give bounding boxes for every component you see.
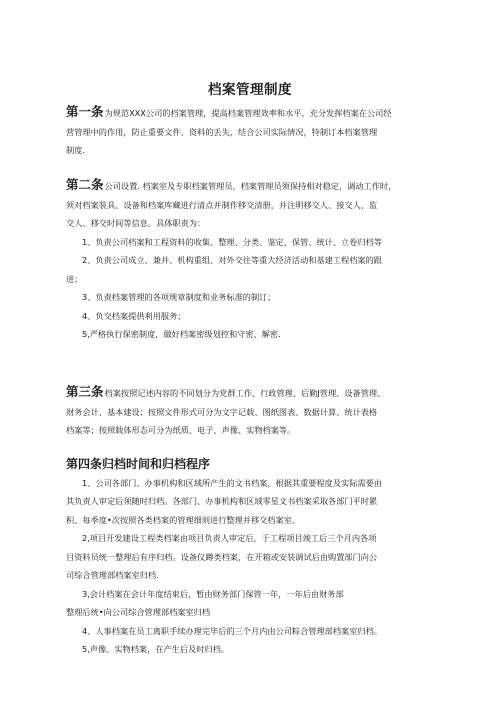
- duty-4: 4、负交档案提供利用服务；: [82, 310, 186, 321]
- article-2-line-3: 交人、移交时间等信息。具体职责为：: [66, 218, 206, 228]
- article-4-line-9: 4、人事档案在员工离职手续办理完毕后的三个月内由公司粽合管理部档案室归档。: [82, 625, 382, 636]
- duty-1: 1、负责公司档案和工程资料的收集、整理、分类、鉴定、保管、统计、立卷归档等: [82, 236, 382, 247]
- article-1-line-2: 营管理中的作用，防止重要文件、资料的丢失，结合公司实际情况，特制订本档案管理: [66, 126, 378, 137]
- article-3-line-2: 财务会计、基本建设；按照文件形式可分为文字记载、图纸图表、数据计算、统计表格: [66, 406, 378, 417]
- article-4: [66, 455, 436, 659]
- article-2-label: 第二条: [66, 177, 104, 192]
- article-4-line-8: 整理后统•向公司综合管理部档案室归档: [66, 607, 211, 617]
- article-3-text-1: 档案按照记述内容的不同划分为党群工作、行政管理、后勤J管理、设备管理、: [104, 388, 386, 398]
- article-4-line-5: 目资料员统一整理后有序归档。设备仪蹲类档案，在开箱或安装调试后由购置部门向公: [66, 551, 378, 562]
- article-3-line-1: [66, 383, 436, 403]
- duty-5: 5,严格执行保密制度，做好档案密级划控和守密、解密.: [82, 329, 281, 339]
- article-4-line-3: 积、每季度•次按照各类档案的管理细则进行整理并移交档案室。: [66, 514, 301, 525]
- article-1-label: 第一条: [66, 104, 104, 119]
- article-1-line-3: 制度.: [66, 145, 85, 155]
- article-4-line-6: 司综合管理部档案室归档.: [66, 570, 159, 580]
- article-2-text-1: 公司设置. 档案室及专职档案管理员，档案管理员须保持相对稳定，调动工作时，: [104, 181, 397, 191]
- article-2-line-1: [66, 176, 436, 196]
- article-4-heading: 第四条归档时间和归档程序: [66, 457, 211, 471]
- article-4-line-1: 1、公司各部门、办事机构和区域所产生的文书档案，根据其重要程度及实际需要由: [82, 477, 382, 488]
- article-4-line-2: 其负责人审定后须随时归档。各部门、办事机构和区域零星文书档案采取各部门平时累: [66, 496, 378, 506]
- article-3: [66, 383, 436, 440]
- article-3-label: 第三条: [66, 384, 104, 399]
- article-2-line-2: 须对档案装具、设备和档案库藏进行清点并制作移交清册，并注明移交人、接交人、监: [66, 199, 378, 210]
- duty-2: 2、负责公司成立、兼并、机构重组、对外交往等重大经济活动和基建工程档案的跟: [82, 255, 382, 265]
- article-3-line-3: 档案等；按照载体形态可分为纸质、电子、声像、实物档案等。: [66, 425, 296, 435]
- article-4-line-7: 3,会计档案在会计年度结束后，暂由财务部门保管一年，一年后由财务部: [82, 588, 344, 599]
- document-title: 档案管理制度: [208, 82, 292, 98]
- article-4-line-4: 2,项目开发建设工程类档案由项目负责人审定后，于工程项目竣工后三个月内各项: [82, 533, 377, 543]
- duty-2-cont: 进；: [66, 273, 83, 284]
- article-1: [66, 103, 436, 160]
- article-4-line-10: 5,声像、实物档案，在产生后及时归档。: [82, 644, 229, 654]
- duty-3: 3、负责档案管理的各项规章制度和业务标准的制订；: [82, 292, 276, 302]
- article-1-line-1: [66, 103, 436, 123]
- article-1-text-1: 为规范XXX公司的档案管理，提高档案管理效率和水平，充分发挥档案在公司经: [104, 108, 392, 118]
- article-2: [66, 176, 436, 344]
